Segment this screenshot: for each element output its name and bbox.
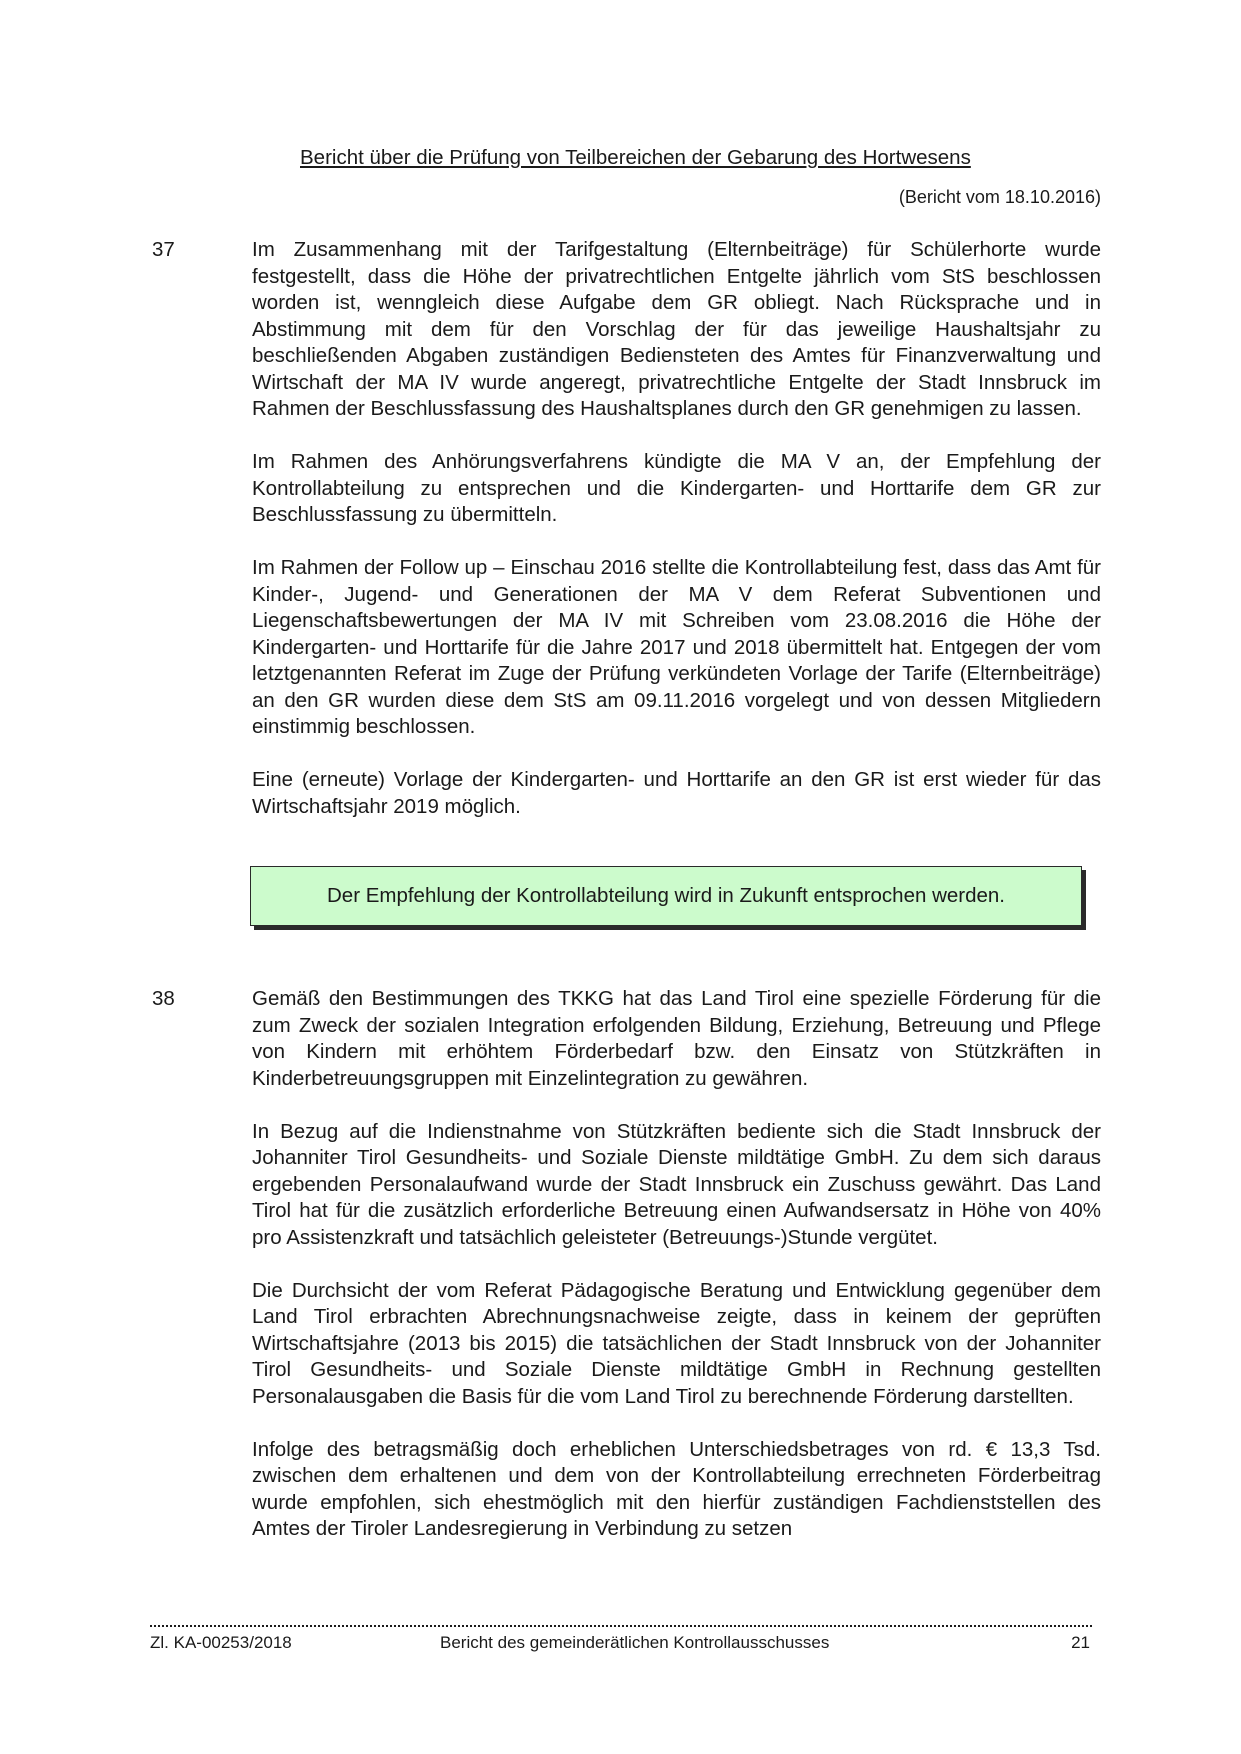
section-body — [252, 237, 1101, 847]
page-footer — [150, 1633, 1090, 1657]
report-title: Bericht über die Prüfung von Teilbereichen der Gebarung des Hortwesens — [300, 146, 971, 169]
footer-divider — [150, 1625, 1092, 1627]
report-date: (Bericht vom 18.10.2016) — [898, 187, 1101, 207]
paragraph: Infolge des betragsmäßig doch erheblichen Unterschiedsbetrages von rd. € 13,3 Tsd. zwischen dem erhaltenen und dem von der Kontrollabteilung errechneten Förderbeitrag wurde empfohlen, sich ehestmöglich mit den hierfür zuständigen Fachdienststellen des Amtes der Tiroler Landesregierung in Verbindung zu setzen — [252, 1437, 1101, 1540]
recommendation-callout — [250, 866, 1082, 926]
paragraph: Im Rahmen des Anhörungsverfahrens kündigte die MA V an, der Empfehlung der Kontrollabteilung zu entsprechen und die Kindergarten- und Horttarife dem GR zur Beschlussfassung zu übermitteln. — [252, 450, 1101, 526]
section-body — [252, 986, 1101, 1569]
paragraph: In Bezug auf die Indienstnahme von Stützkräften bediente sich die Stadt Innsbruck der Johanniter Tirol Gesundheits- und Soziale Dienste mildtätige GmbH. Zu dem sich daraus ergebenden Personalaufwand wurde der Stadt Innsbruck ein Zuschuss gewährt. Das Land Tirol hat für die zusätzlich erforderliche Betreuung einen Aufwandsersatz in Höhe von 40% pro Assistenzkraft und tatsächlich geleisteter (Betreuungs-)Stunde vergütet. — [252, 1119, 1101, 1249]
paragraph: Im Rahmen der Follow up – Einschau 2016 stellte die Kontrollabteilung fest, dass das Amt für Kinder-, Jugend- und Generationen der MA V dem Referat Subventionen und Liegenschaftsbewertungen der MA IV mit Schreiben vom 23.08.2016 die Höhe der Kindergarten- und Horttarife für die Jahre 2017 und 2018 übermittelt hat. Entgegen der vom letztgenannten Referat im Zuge der Prüfung verkündeten Vorlage der Tarife (Elternbeiträge) an den GR wurden diese dem StS am 09.11.2016 vorgelegt und von dessen Mitgliedern einstimmig beschlossen. — [252, 556, 1101, 738]
section-number: 38 — [152, 987, 175, 1010]
paragraph: Im Zusammenhang mit der Tarifgestaltung (Elternbeiträge) für Schülerhorte wurde festgestellt, dass die Höhe der privatrechtlichen Entgelte jährlich vom StS beschlossen worden ist, wenngleich diese Aufgabe dem GR obliegt. Nach Rücksprache und in Abstimmung mit dem für den Vorschlag der für das jeweilige Haushaltsjahr zu beschließenden Abgaben zuständigen Bediensteten des Amtes für Finanzverwaltung und Wirtschaft der MA IV wurde angeregt, privatrechtliche Entgelte der Stadt Innsbruck im Rahmen der Beschlussfassung des Haushaltsplanes durch den GR genehmigen zu lassen. — [252, 238, 1101, 420]
page-number: 21 — [1071, 1633, 1090, 1652]
callout-text: Der Empfehlung der Kontrollabteilung wird in Zukunft entsprochen werden. — [326, 884, 1006, 907]
paragraph: Eine (erneute) Vorlage der Kindergarten- und Horttarife an den GR ist erst wieder für das Wirtschaftsjahr 2019 möglich. — [252, 768, 1101, 818]
paragraph: Die Durchsicht der vom Referat Pädagogische Beratung und Entwicklung gegenüber dem Land Tirol erbrachten Abrechnungsnachweise zeigte, dass in keinem der geprüften Wirtschaftsjahre (2013 bis 2015) die tatsächlichen der Stadt Innsbruck von der Johanniter Tirol Gesundheits- und Soziale Dienste mildtätige GmbH in Rechnung gestellten Personalausgaben die Basis für die vom Land Tirol zu berechnende Förderung darstellten. — [252, 1278, 1101, 1408]
footer-reference: Zl. KA-00253/2018 — [150, 1633, 292, 1652]
paragraph: Gemäß den Bestimmungen des TKKG hat das Land Tirol eine spezielle Förderung für die zum Zweck der sozialen Integration erfolgenden Bildung, Erziehung, Betreuung und Pflege von Kindern mit erhöhtem Förderbedarf bzw. den Einsatz von Stützkräften in Kinderbetreuungsgruppen mit Einzelintegration zu gewähren. — [252, 987, 1101, 1090]
section-number: 37 — [152, 238, 175, 261]
footer-title: Bericht des gemeinderätlichen Kontrollausschusses — [440, 1633, 830, 1652]
